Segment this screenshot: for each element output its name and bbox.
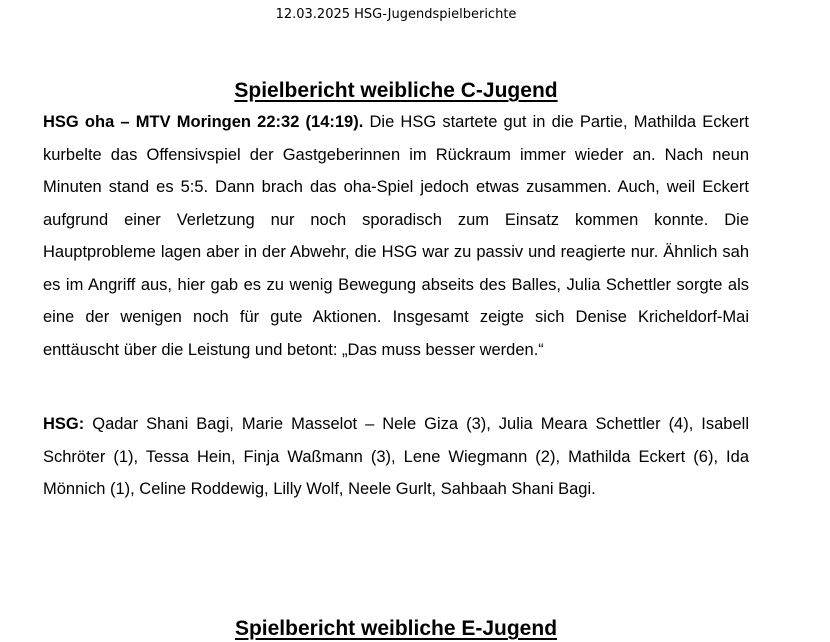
match-result-lead: HSG oha – MTV Moringen 22:32 (14:19). — [43, 113, 364, 131]
section-title-e-jugend: Spielbericht weibliche E-Jugend — [234, 617, 558, 641]
match-report-paragraph — [43, 106, 749, 366]
match-report-text: Die HSG startete gut in die Partie, Mathilda Eckert kurbelte das Offensivspiel der Gastgeberinnen im Rückraum immer wieder an. Nach neun Minuten stand es 5:5. Dann brach das oha-Spiel jedoch etwas zusammen. Auch, weil Eckert aufgrund einer Verletzung nur noch sporadisch zum Einsatz kommen konnte. Die Hauptprobleme lagen aber in der Abwehr, die HSG war zu passiv und reagierte nur. Ähnlich sah es im Angriff aus, hier gab es zu wenig Bewegung abseits des Balles, Julia Schettler sorgte als eine der wenigen noch für gute Aktionen. Insgesamt zeigte sich Denise Kricheldorf-Mai enttäuscht über die Leistung und betont: „Das muss besser werden.“ — [43, 113, 749, 359]
page-header: 12.03.2025 HSG-Jugendspielberichte — [275, 7, 517, 22]
team-roster-lead: HSG: — [43, 415, 85, 433]
section-title-c-jugend: Spielbericht weibliche C-Jugend — [234, 79, 558, 103]
team-roster-paragraph — [43, 408, 749, 506]
team-roster-text: Qadar Shani Bagi, Marie Masselot – Nele Giza (3), Julia Meara Schettler (4), Isabell Schröter (1), Tessa Hein, Finja Waßmann (3), Lene Wiegmann (2), Mathilda Eckert (6), Ida Mönnich (1), Celine Roddewig, Lilly Wolf, Neele Gurlt, Sahbaah Shani Bagi. — [43, 415, 749, 498]
